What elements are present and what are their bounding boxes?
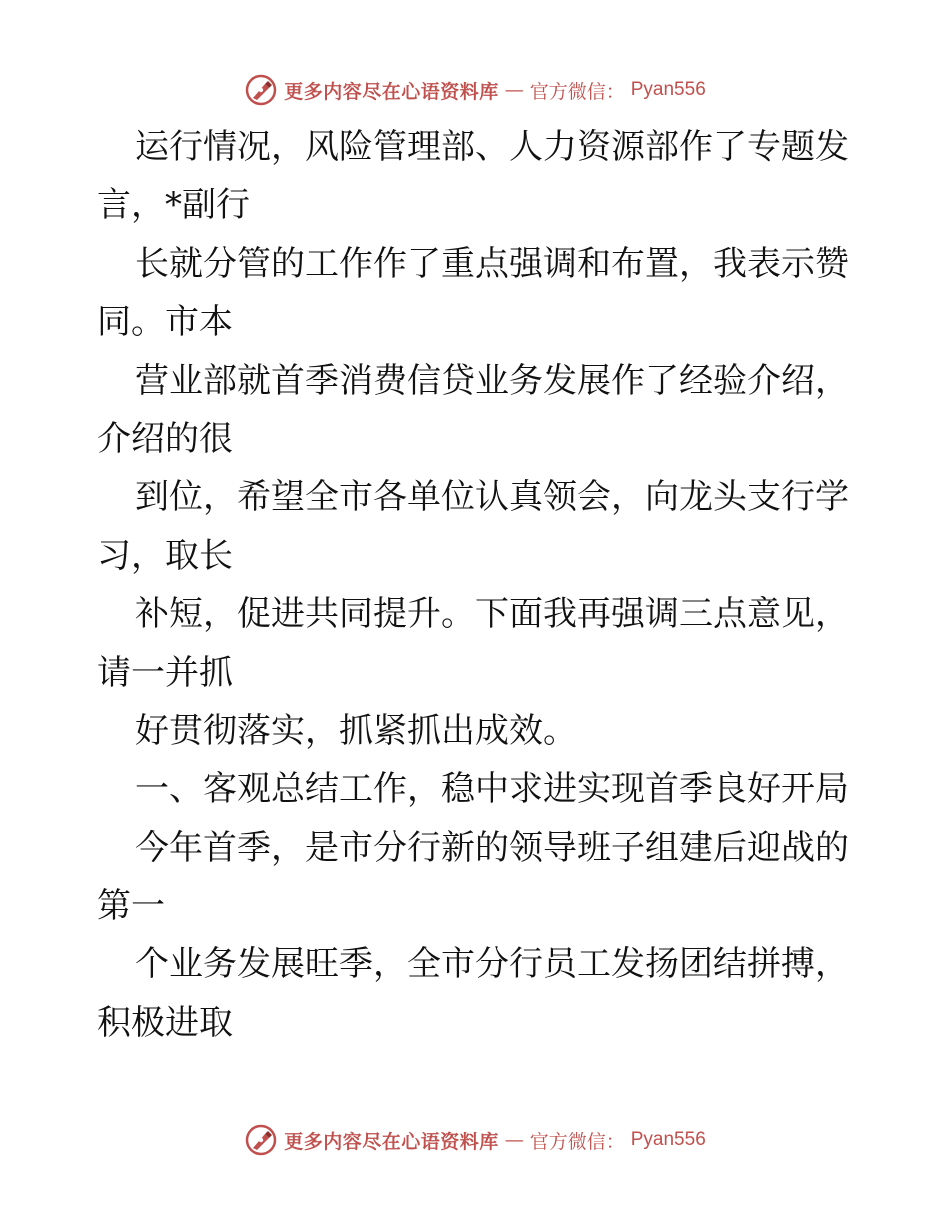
- text-line: 习，取长: [97, 535, 233, 576]
- watermark-brand: 更多内容尽在心语资料库: [284, 1130, 499, 1153]
- text-line: 到位，希望全市各单位认真领会，向龙头支行学: [135, 477, 849, 518]
- watermark-account: Pyan556: [630, 79, 706, 100]
- text-line: 好贯彻落实，抓紧抓出成效。: [135, 710, 577, 751]
- document-body: [0, 118, 950, 1052]
- text-line: 一、客观总结工作，稳中求进实现首季良好开局: [135, 769, 849, 810]
- text-line: 今年首季，是市分行新的领导班子组建后迎战的: [135, 827, 849, 868]
- watermark-account: Pyan556: [630, 1129, 706, 1150]
- watermark-label: 官方微信：: [529, 80, 625, 103]
- watermark-label: 官方微信：: [529, 1130, 625, 1153]
- header-watermark: [0, 70, 950, 110]
- watermark-separator: —: [504, 1129, 524, 1151]
- pen-nib-circle-icon: [244, 1123, 278, 1157]
- footer-watermark: [0, 1120, 950, 1160]
- text-line: 运行情况，风险管理部、人力资源部作了专题发: [135, 127, 849, 167]
- text-line: 补短，促进共同提升。下面我再强调三点意见，: [135, 594, 849, 635]
- text-line: 言，*副行: [97, 185, 250, 226]
- text-line: 请一并抓: [97, 652, 233, 693]
- text-line: 积极进取: [97, 1002, 233, 1043]
- text-line: 同。市本: [97, 302, 233, 343]
- text-line: 长就分管的工作作了重点强调和布置，我表示赞: [135, 243, 849, 284]
- watermark-brand: 更多内容尽在心语资料库: [284, 80, 499, 103]
- watermark-separator: —: [504, 79, 524, 101]
- text-line: 个业务发展旺季，全市分行员工发扬团结拼搏，: [135, 944, 849, 985]
- text-line: 第一: [97, 886, 165, 927]
- text-line: 营业部就首季消费信贷业务发展作了经验介绍，: [135, 360, 849, 401]
- pen-nib-circle-icon: [244, 73, 278, 107]
- text-line: 介绍的很: [97, 418, 233, 459]
